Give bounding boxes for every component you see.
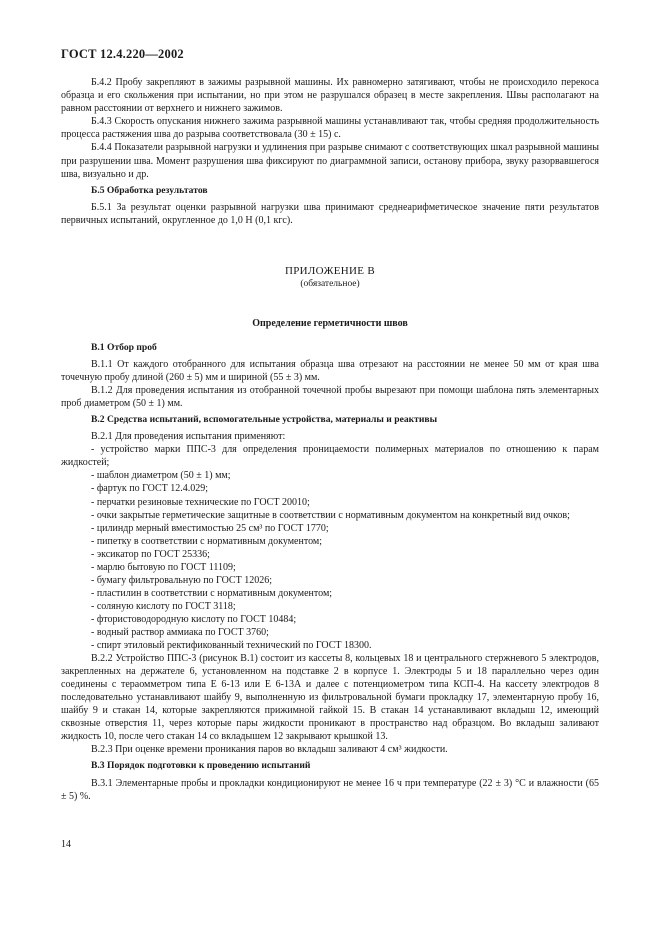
list-item: - очки закрытые герметические защитные в соответствии с нормативным документом на конкретный вид очков;	[91, 509, 570, 521]
list-item: - эксикатор по ГОСТ 25336;	[91, 548, 210, 560]
appendix-subtitle: (обязательное)	[300, 279, 360, 289]
paragraph: В.1.1 От каждого отобранного для испытания образца шва отрезают на расстоянии не менее 50 мм от края шва точечную пробу длиной (260 ± 5) мм и шириной (55 ± 3) мм.	[61, 359, 599, 384]
section-heading: В.2 Средства испытаний, вспомогательные устройства, материалы и реактивы	[91, 414, 438, 426]
paragraph: Б.4.3 Скорость опускания нижнего зажима разрывной машины устанавливают так, чтобы средняя продолжительность процесса растяжения шва до разрыва соответствовала (30 ± 15) с.	[61, 116, 599, 141]
list-item: - соляную кислоту по ГОСТ 3118;	[91, 600, 236, 612]
section-heading: В.1 Отбор проб	[91, 342, 157, 353]
paragraph: Б.4.4 Показатели разрывной нагрузки и удлинения при разрыве снимают с соответствующих шкал разрывной машины при разрушении шва. Момент разрушения шва фиксируют по диаграммной записи, останову прибора, звуку разорвавшегося шва, визуально и др.	[61, 142, 599, 180]
list-item: - бумагу фильтровальную по ГОСТ 12026;	[91, 574, 272, 586]
paragraph: В.3.1 Элементарные пробы и прокладки кондиционируют не менее 16 ч при температуре (22 ± 3) °С и влажности (65 ± 5) %.	[61, 777, 599, 802]
list-item: - водный раствор аммиака по ГОСТ 3760;	[91, 626, 269, 638]
list-item: - цилиндр мерный вместимостью 25 см³ по ГОСТ 1770;	[91, 522, 329, 534]
section-b4-b5	[61, 76, 599, 227]
paragraph: В.2.2 Устройство ППС-3 (рисунок В.1) состоит из кассеты 8, кольцевых 18 и центрального стержневого 5 электродов, закрепленных на держателе 6, установленном на подставке 2 в корпусе 1. Электроды 5 и 18 параллельно через один соединены с тераомметром типа Е 6-13 или Е 6-13А и далее с потенциометром типа КСП-4. На кассету электродов 8 последовательно устанавливают шайбу 9, выполненную из фильтровальной бумаги прокладку 17, элементарную пробу 16, шайбу 9 и стакан 14, которые закрепляются прижимной гайкой 15. В стакан 14 устанавливают вкладыш 12, имеющий сквозные отверстия 11, через которые пары жидкости проникают в пространство над образцом. Во вкладыш заливают жидкость 10, после чего стакан 14 со вкладышем 12 закрывают крышкой 13.	[61, 653, 599, 743]
list-item: - спирт этиловый ректификованный технический по ГОСТ 18300.	[91, 640, 372, 652]
list-item: - фтористоводородную кислоту по ГОСТ 10484;	[91, 613, 297, 625]
list-item: - перчатки резиновые технические по ГОСТ 20010;	[91, 496, 310, 508]
paragraph: В.2.3 При оценке времени проникания паров во вкладыш заливают 4 см³ жидкости.	[91, 744, 448, 756]
list-item: - шаблон диаметром (50 ± 1) мм;	[91, 470, 231, 482]
list-item: - устройство марки ППС-3 для определения проницаемости полимерных материалов по отношению к парам жидкостей;	[61, 444, 599, 469]
paragraph: Б.4.2 Пробу закрепляют в зажимы разрывной машины. Их равномерно затягивают, чтобы не происходило перекоса образца и его скольжения при испытании, но при этом не разрушался образец в месте закрепления. Швы располагают на равном расстоянии от верхнего и нижнего зажимов.	[61, 77, 599, 115]
section-heading: Б.5 Обработка результатов	[91, 184, 208, 196]
list-item: - пипетку в соответствии с нормативным документом;	[91, 535, 323, 547]
list-item: - пластилин в соответствии с нормативным документом;	[91, 587, 333, 599]
page-number: 14	[61, 839, 71, 850]
appendix-heading: Определение герметичности швов	[252, 318, 408, 329]
paragraph: В.2.1 Для проведения испытания применяют:	[91, 431, 286, 443]
page-header: ГОСТ 12.4.220—2002	[61, 47, 184, 61]
list-item: - фартук по ГОСТ 12.4.029;	[91, 483, 208, 495]
appendix-title: ПРИЛОЖЕНИЕ В	[284, 265, 375, 277]
paragraph: В.1.2 Для проведения испытания из отобранной точечной пробы вырезают при помощи шаблона пять элементарных проб диаметром (50 ± 1) мм.	[61, 385, 599, 410]
list-item: - марлю бытовую по ГОСТ 11109;	[91, 561, 236, 573]
appendix-body	[61, 338, 599, 803]
section-heading: В.3 Порядок подготовки к проведению испытаний	[91, 760, 311, 772]
paragraph: Б.5.1 За результат оценки разрывной нагрузки шва принимают среднеарифметическое значение пяти результатов первичных испытаний, округленное до 1,0 Н (0,1 кгс).	[61, 201, 599, 226]
